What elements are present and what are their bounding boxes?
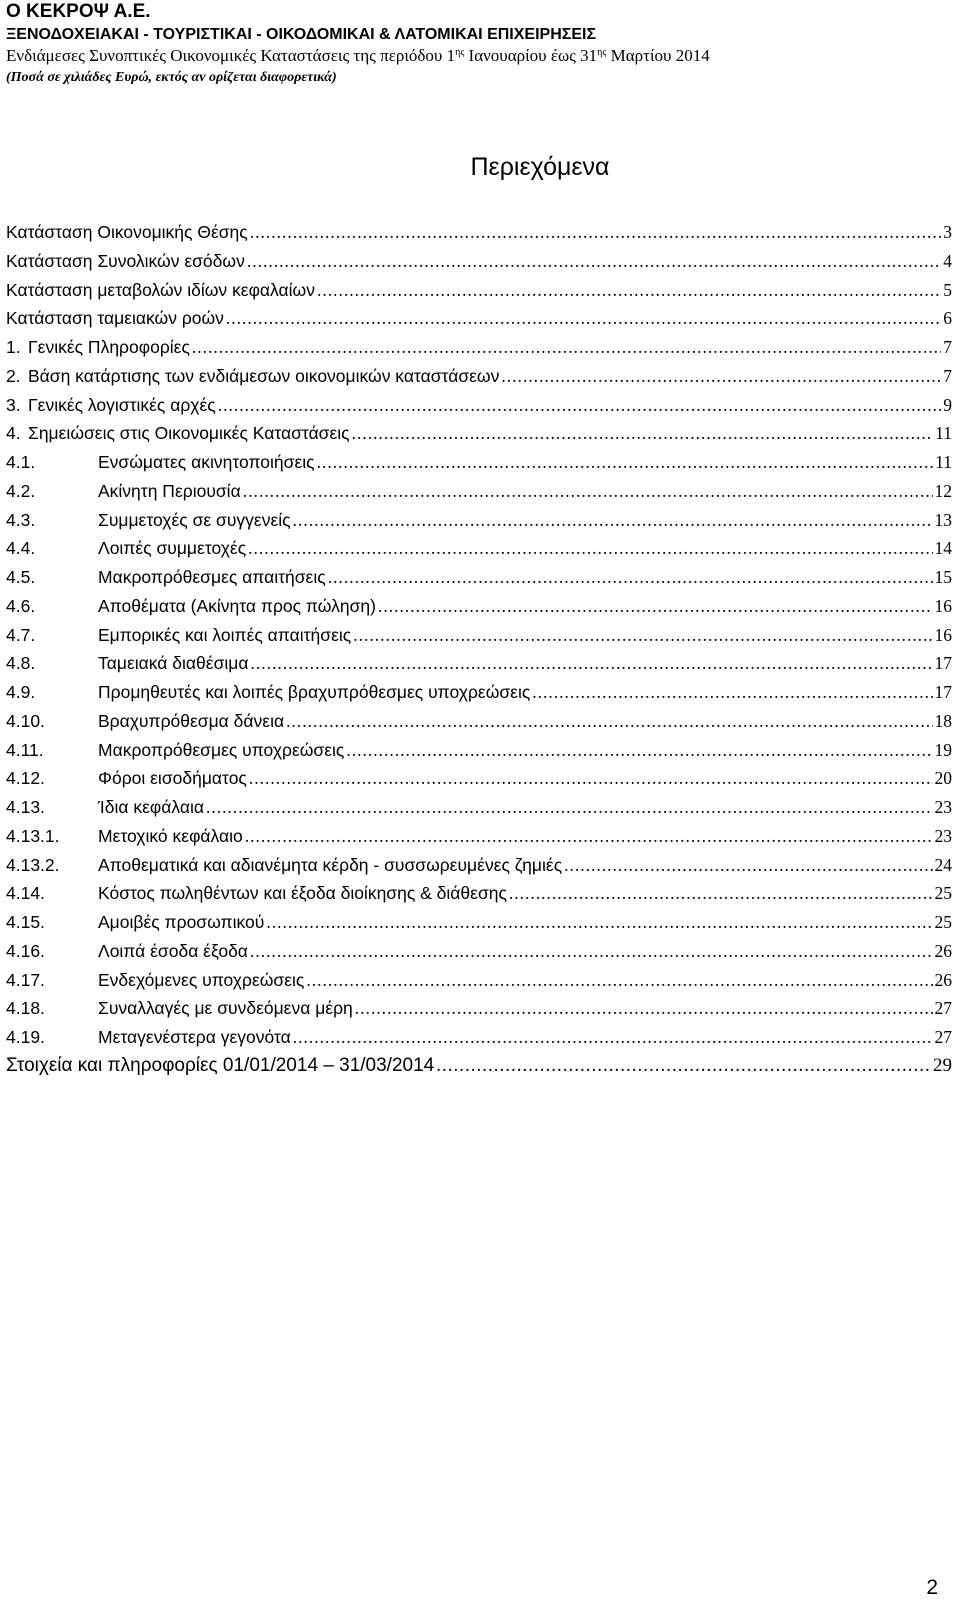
toc-entry-title: Φόροι εισοδήματος	[98, 768, 247, 789]
toc-entry[interactable]	[6, 649, 952, 678]
toc-entry-title: Κατάσταση Οικονομικής Θέσης	[6, 222, 248, 242]
toc-entry-title: Αποθεματικά και αδιανέμητα κέρδη - συσσωρευμένες ζημιές	[98, 854, 563, 875]
toc-entry-title: Γενικές Πληροφορίες	[28, 337, 190, 357]
toc-entry-page: 7	[943, 365, 952, 386]
toc-entry-title: Συναλλαγές με συνδεόμενα μέρη	[98, 998, 353, 1019]
toc-dot-leader	[293, 1023, 933, 1051]
toc-dot-leader	[532, 678, 932, 706]
toc-entry-number: 4.19.	[6, 1027, 45, 1047]
toc-entry[interactable]	[6, 937, 952, 966]
toc-entry-title: Ενδεχόμενες υποχρεώσεις	[98, 969, 305, 990]
toc-entry[interactable]	[6, 707, 952, 736]
toc-entry[interactable]	[6, 247, 952, 276]
toc-dot-leader	[564, 851, 932, 879]
toc-entry-title: Εμπορικές και λοιπές απαιτήσεις	[98, 624, 352, 645]
toc-dot-leader	[250, 218, 942, 246]
toc-entry-page: 15	[934, 567, 952, 587]
toc-entry-page: 12	[934, 480, 952, 501]
toc-entry-number: 4.11.	[6, 739, 44, 760]
toc-entry-title: Γενικές λογιστικές αρχές	[28, 394, 216, 415]
toc-entry-number: 4.18.	[6, 998, 45, 1019]
toc-dot-leader	[509, 879, 933, 907]
document-header	[6, 0, 954, 89]
toc-entry-title: Σημειώσεις στις Οικονομικές Καταστάσεις	[28, 423, 350, 444]
toc-entry[interactable]	[6, 966, 952, 995]
toc-entry-title: Στοιχεία και πληροφορίες 01/01/2014 – 31/03/2014	[6, 1054, 435, 1076]
toc-entry-title: Αμοιβές προσωπικού	[98, 912, 265, 932]
toc-entry[interactable]	[6, 764, 952, 793]
page-number: 2	[926, 1576, 938, 1599]
toc-entry[interactable]	[6, 994, 952, 1023]
toc-dot-leader	[317, 448, 934, 476]
toc-entry-title: Ταμειακά διαθέσιμα	[98, 653, 249, 674]
toc-entry[interactable]	[6, 793, 952, 822]
toc-entry-page: 11	[935, 452, 952, 472]
toc-entry[interactable]	[6, 678, 952, 707]
toc-dot-leader	[248, 534, 932, 562]
toc-entry-number: 4.13.	[6, 797, 45, 817]
toc-dot-leader	[247, 247, 941, 275]
toc-entry-number: 4.15.	[6, 912, 45, 932]
toc-entry[interactable]	[6, 1023, 952, 1052]
toc-entry-page: 17	[934, 653, 952, 674]
toc-entry-number: 4.16.	[6, 940, 45, 961]
toc-entry[interactable]	[6, 621, 952, 650]
toc-entry[interactable]	[6, 851, 952, 880]
toc-entry-title: Λοιπές συμμετοχές	[98, 538, 247, 559]
toc-entry-page: 24	[934, 854, 952, 875]
toc-entry-title: Κατάσταση ταμειακών ροών	[6, 308, 224, 329]
toc-entry-number: 2.	[6, 365, 21, 386]
toc-entry-page: 27	[934, 1027, 952, 1047]
toc-entry[interactable]	[6, 506, 952, 535]
toc-entry-title: Κόστος πωληθέντων και έξοδα διοίκησης & διάθεσης	[98, 883, 507, 904]
toc-dot-leader	[206, 793, 933, 821]
toc-dot-leader	[355, 994, 933, 1022]
toc-entry-number: 4.13.2.	[6, 854, 60, 875]
toc-entry-page: 13	[934, 509, 952, 530]
toc-dot-leader	[192, 333, 941, 361]
toc-entry[interactable]	[6, 563, 952, 592]
toc-entry-title: Μακροπρόθεσμες απαιτήσεις	[98, 567, 326, 587]
toc-entry-title: Κατάσταση Συνολικών εσόδων	[6, 250, 245, 271]
toc-entry[interactable]	[6, 362, 952, 391]
toc-dot-leader	[293, 506, 933, 534]
toc-entry-page: 26	[934, 940, 952, 961]
toc-entry-number: 3.	[6, 394, 21, 415]
toc-entry[interactable]	[6, 218, 952, 247]
period-text-a: Ενδιάμεσες Συνοπτικές Οικονομικές Καταστάσεις της περιόδου 1	[6, 46, 456, 65]
toc-entry-page: 5	[943, 279, 952, 300]
toc-entry-page: 27	[934, 998, 952, 1019]
toc-entry-number: 4.	[6, 423, 21, 444]
toc-entry-number: 4.14.	[6, 883, 45, 904]
toc-entry-title: Λοιπά έσοδα έξοδα	[98, 940, 248, 961]
toc-entry-number: 4.13.1.	[6, 825, 60, 846]
toc-entry[interactable]	[6, 822, 952, 851]
toc-entry-number: 4.2.	[6, 480, 36, 501]
toc-entry-title: Ενσώματες ακινητοποιήσεις	[98, 452, 315, 472]
toc-dot-leader	[353, 621, 932, 649]
toc-entry-title: Βραχυπρόθεσμα δάνεια	[98, 710, 285, 731]
toc-entry-page: 17	[934, 682, 952, 702]
toc-entry-title: Ίδια κεφάλαια	[98, 797, 204, 817]
toc-entry[interactable]	[6, 419, 952, 448]
company-activities: ΞΕΝΟΔΟΧΕΙΑΚΑΙ - ΤΟΥΡΙΣΤΙΚΑΙ - ΟΙΚΟΔΟΜΙΚΑΙ & ΛΑΤΟΜΙΚΑΙ ΕΠΙΧΕΙΡΗΣΕΙΣ	[6, 26, 597, 43]
toc-entry[interactable]	[6, 1052, 952, 1081]
toc-title: Περιεχόμενα	[470, 153, 610, 181]
toc-entry-page: 4	[943, 250, 952, 271]
toc-dot-leader	[346, 736, 932, 764]
toc-dot-leader	[226, 304, 941, 332]
toc-dot-leader	[250, 937, 933, 965]
amounts-note: (Ποσά σε χιλιάδες Ευρώ, εκτός αν ορίζεται διαφορετικά)	[6, 70, 337, 85]
toc-entry[interactable]	[6, 534, 952, 563]
toc-entry-title: Βάση κατάρτισης των ενδιάμεσων οικονομικών καταστάσεων	[28, 365, 500, 386]
toc-dot-leader	[250, 649, 932, 677]
toc-dot-leader	[218, 391, 942, 419]
toc-dot-leader	[249, 764, 933, 792]
toc-dot-leader	[245, 822, 933, 850]
toc-entry-page: 18	[934, 710, 952, 731]
toc-entry-page: 16	[934, 595, 952, 616]
toc-dot-leader	[306, 966, 932, 994]
toc-entry-number: 4.8.	[6, 653, 36, 674]
toc-entry-number: 4.4.	[6, 538, 36, 559]
toc-entry[interactable]	[6, 736, 952, 765]
toc-dot-leader	[328, 563, 933, 591]
toc-entry-page: 25	[934, 883, 952, 904]
toc-entry[interactable]	[6, 276, 952, 305]
table-of-contents	[6, 218, 952, 1081]
toc-entry-page: 6	[943, 308, 952, 329]
toc-entry-page: 14	[934, 538, 952, 559]
toc-entry-title: Μετοχικό κεφάλαιο	[98, 825, 243, 846]
toc-dot-leader	[352, 419, 934, 447]
toc-entry-title: Μακροπρόθεσμες υποχρεώσεις	[98, 739, 345, 760]
toc-entry-number: 4.17.	[6, 969, 45, 990]
toc-entry-page: 25	[934, 912, 952, 932]
toc-entry-title: Συμμετοχές σε συγγενείς	[98, 509, 291, 530]
toc-entry-number: 4.3.	[6, 509, 36, 530]
period-sup-1: ης	[455, 47, 465, 58]
toc-entry-page: 19	[934, 739, 952, 760]
toc-entry-title: Κατάσταση μεταβολών ιδίων κεφαλαίων	[6, 279, 315, 300]
toc-entry-number: 4.12.	[6, 768, 45, 789]
toc-entry[interactable]	[6, 592, 952, 621]
toc-entry-number: 4.5.	[6, 567, 36, 587]
toc-entry-number: 1.	[6, 337, 21, 357]
toc-entry[interactable]	[6, 333, 952, 362]
toc-entry-page: 23	[934, 797, 952, 817]
toc-dot-leader	[436, 1052, 931, 1080]
toc-dot-leader	[317, 276, 941, 304]
toc-entry-number: 4.6.	[6, 595, 36, 616]
toc-entry-number: 4.10.	[6, 710, 45, 731]
toc-entry-page: 7	[943, 337, 952, 357]
toc-entry-title: Ακίνητη Περιουσία	[98, 480, 241, 501]
period-text-c: Μαρτίου 2014	[606, 46, 710, 65]
toc-dot-leader	[378, 592, 933, 620]
toc-entry-title: Προμηθευτές και λοιπές βραχυπρόθεσμες υποχρεώσεις	[98, 682, 531, 702]
toc-dot-leader	[286, 707, 932, 735]
toc-dot-leader	[243, 477, 933, 505]
toc-entry-page: 23	[934, 825, 952, 846]
toc-entry-page: 9	[943, 394, 952, 415]
period-sup-2: ης	[597, 47, 607, 58]
toc-entry-page: 29	[933, 1054, 952, 1076]
toc-entry-page: 26	[934, 969, 952, 990]
toc-entry-number: 4.1.	[6, 452, 36, 472]
toc-entry[interactable]	[6, 477, 952, 506]
toc-dot-leader	[266, 908, 932, 936]
toc-entry[interactable]	[6, 304, 952, 333]
toc-entry-page: 11	[935, 423, 952, 444]
toc-entry[interactable]	[6, 908, 952, 937]
toc-entry[interactable]	[6, 391, 952, 420]
toc-entry[interactable]	[6, 448, 952, 477]
toc-entry-page: 20	[934, 768, 952, 789]
company-name: Ο ΚΕΚΡΟΨ Α.Ε.	[6, 1, 151, 22]
toc-entry-number: 4.9.	[6, 682, 36, 702]
toc-entry-title: Αποθέματα (Ακίνητα προς πώληση)	[98, 595, 376, 616]
period-text-b: Ιανουαρίου έως 31	[464, 46, 598, 65]
toc-dot-leader	[501, 362, 941, 390]
toc-entry-page: 16	[934, 624, 952, 645]
toc-entry-page: 3	[943, 222, 952, 242]
toc-entry[interactable]	[6, 879, 952, 908]
toc-entry-title: Μεταγενέστερα γεγονότα	[98, 1027, 291, 1047]
toc-entry-number: 4.7.	[6, 624, 36, 645]
period-line	[6, 45, 954, 67]
